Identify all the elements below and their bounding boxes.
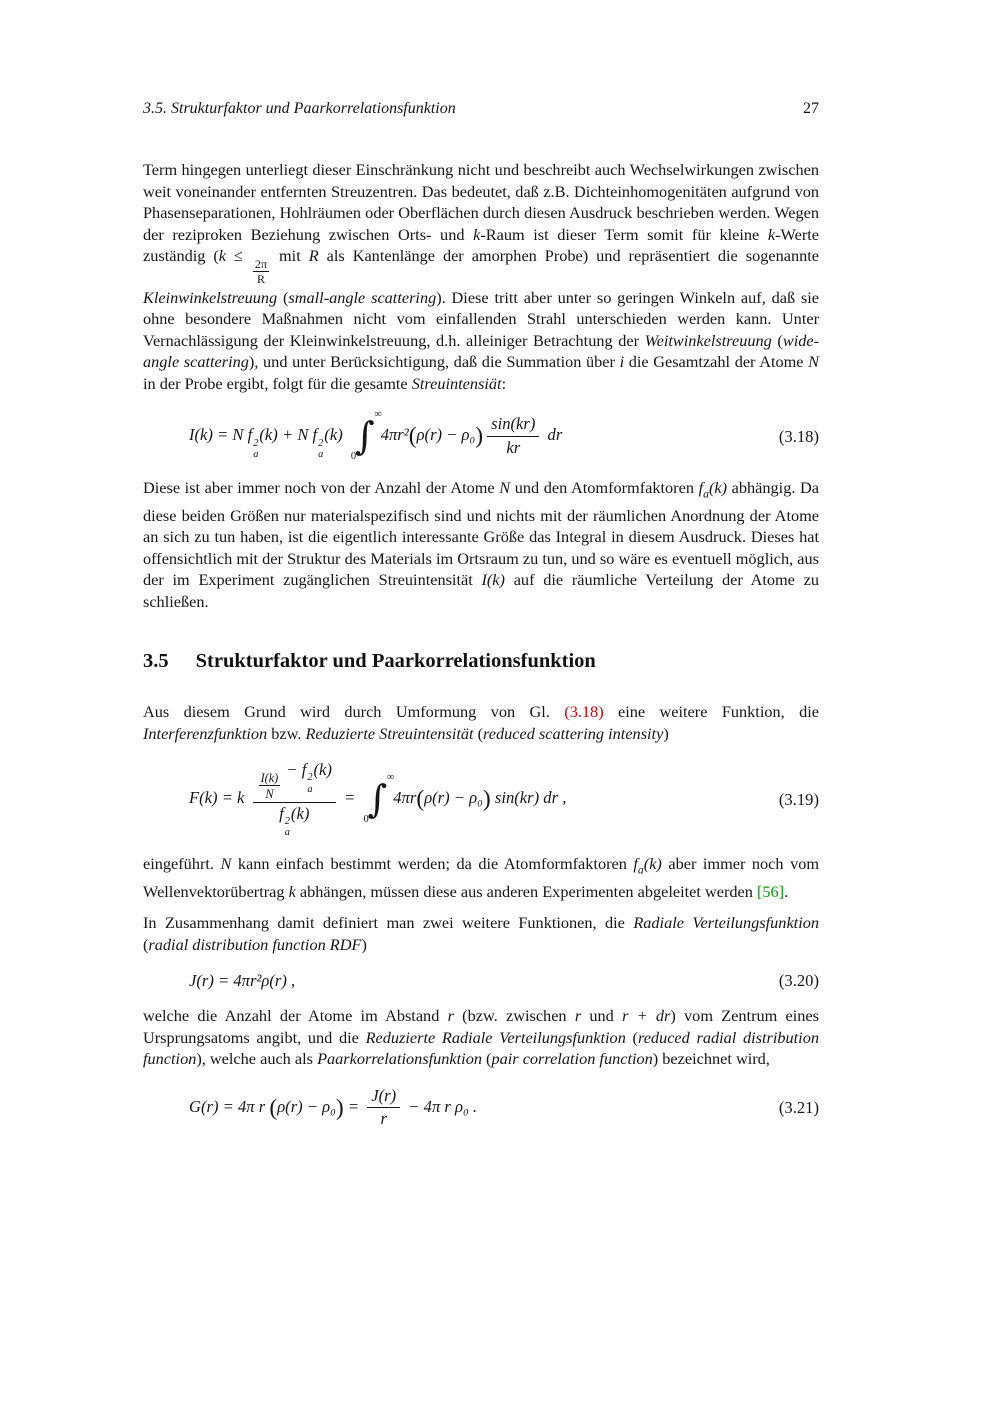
text-run: ( (625, 1027, 638, 1047)
integral-glyph: ∫ (354, 413, 375, 458)
subscript: a (284, 827, 290, 839)
math-run: − 4π r ρ₀ . (404, 1096, 478, 1116)
fraction-denominator: r (380, 1109, 387, 1129)
right-paren: ) (335, 1094, 344, 1121)
text-run: Paarkorrelationsfunktion (317, 1049, 482, 1069)
fraction-numerator: 2π (254, 256, 268, 271)
fraction-numerator: sin(kr) (487, 414, 539, 437)
text-run: In Zusammenhang damit definiert man zwei weitere Funktionen, die (143, 913, 634, 933)
running-head (143, 100, 819, 118)
text-run: Streuintensiät (411, 373, 502, 393)
text-run: kann einfach bestimmt werden; da die Atomformfaktoren (231, 853, 634, 873)
text-run: ( (143, 934, 149, 954)
text-run: f (633, 853, 638, 873)
math-run: 4πr (393, 788, 417, 808)
integral-symbol (363, 772, 395, 826)
text-run: Term hingegen unterliegt dieser Einschränkung nicht und beschreibt auch Wechselwirkungen zwischen weit voneinander entfernten Streuzentren. Das bedeutet, daß z.B. Dichteinhomogenitäten aufgrund von Phasenseparationen, Hohlräumen oder Oberflächen durch diesen Ausdruck beschrieben werden. Wegen der reziproken Beziehung zwischen Orts- und (143, 160, 819, 244)
text-run: wide-angle scattering (143, 330, 819, 372)
text-run: k (767, 224, 776, 244)
text-run: mit (271, 246, 309, 265)
paragraph-interferenzfunktion (143, 701, 819, 744)
superscript: 2 (284, 815, 290, 827)
integral-lower-limit: 0 (350, 451, 357, 463)
equation-number: (3.18) (778, 426, 819, 446)
text-run: ) vom Zentrum eines Ursprungsatoms angibt, und die (143, 1006, 819, 1047)
text-run: -Raum ist dieser Term somit für kleine (480, 224, 768, 244)
text-run: abhängen, müssen diese aus anderen Experimenten abgeleitet werden (295, 881, 757, 901)
left-paren: ( (408, 423, 417, 450)
equation-reference-link[interactable]: (3.18) (564, 702, 604, 722)
subscript: a (307, 783, 313, 795)
text-run: a (703, 487, 709, 501)
integral-upper-limit: ∞ (386, 772, 395, 784)
text-run: ( (473, 723, 484, 743)
math-run: J(r) = 4πr²ρ(r) , (189, 971, 296, 991)
text-run: Reduzierte Streuintensität (305, 723, 474, 743)
paragraph-rdf-intro (143, 912, 819, 955)
equation-number: (3.20) (778, 971, 819, 991)
section-heading (143, 650, 819, 673)
text-run: Aus diesem Grund wird durch Umformung von Gl. (143, 702, 565, 722)
math-run: (k) (313, 760, 332, 780)
text-run: : (501, 373, 507, 393)
text-run: ≤ (226, 246, 251, 265)
math-run: ρ(r) − ρ₀ (416, 425, 476, 445)
math-run: (k) (290, 803, 310, 823)
fraction-denominator: kr (506, 438, 521, 458)
inline-fraction (259, 771, 281, 801)
text-run: welche die Anzahl der Atome im Abstand (143, 1006, 448, 1026)
fraction-numerator: I(k) (260, 770, 279, 785)
page-number: 27 (803, 100, 819, 117)
superscript: 2 (253, 437, 259, 449)
text-run: k (288, 881, 296, 901)
text-run: ( (481, 1049, 492, 1069)
text-run: N (220, 853, 232, 873)
equation-number: (3.19) (778, 789, 819, 809)
equation-3-20 (143, 971, 819, 991)
citation-link[interactable]: [56] (756, 881, 785, 901)
text-run: Interferenzfunktion (143, 723, 268, 743)
math-run: 4πr² (380, 425, 409, 445)
text-run: als Kantenlänge der amorphen Probe) und repräsentiert die sogenannte (318, 246, 820, 265)
math-run: − f (282, 760, 307, 780)
text-run: f (698, 477, 704, 497)
text-run: radial distribution function RDF (148, 934, 362, 954)
integral-symbol (350, 409, 382, 463)
fraction (487, 414, 539, 458)
text-run: in der Probe ergibt, folgt für die gesamte (143, 373, 412, 393)
math-run: sin(kr) dr , (490, 788, 567, 808)
math-run: (k) (324, 425, 347, 445)
text-run: r (447, 1006, 454, 1026)
text-run: N (499, 477, 511, 497)
equation-3-21 (143, 1086, 819, 1130)
text-run: ), welche auch als (196, 1049, 318, 1069)
text-run: (k) (643, 853, 662, 873)
subscript: a (253, 449, 259, 461)
section-title: Strukturfaktor und Paarkorrelationsfunktion (195, 650, 596, 673)
integral-lower-limit: 0 (363, 814, 369, 826)
text-run: ). Diese tritt aber unter so geringen Winkeln auf, daß sie ohne besondere Maßnahmen nicht vom einfallenden Strahl unterschieden werden kann. Unter Vernachlässigung der Kleinwinkelstreuung, d.h. alleiniger Betrachtung der (143, 287, 820, 350)
text-run: ) bezeichnet wird, (652, 1049, 770, 1069)
text-run: -Werte zuständig ( (143, 224, 820, 265)
equation-3-18 (143, 410, 819, 463)
section-number: 3.5 (143, 650, 169, 673)
paragraph-eingefuehrt (143, 853, 819, 902)
math-run: (k) + N f (259, 425, 318, 445)
text-run: Diese ist aber immer noch von der Anzahl der Atome (143, 477, 500, 497)
math-run: = (339, 788, 360, 808)
equation-3-19 (143, 760, 819, 839)
fraction (367, 1086, 400, 1130)
text-run: k (218, 246, 227, 265)
sup-sub-stack (285, 816, 290, 839)
text-run: bzw. (267, 723, 306, 743)
left-paren: ( (269, 1094, 278, 1121)
text-run: (bzw. zwischen (453, 1006, 575, 1026)
text-run: ( (277, 287, 289, 307)
text-run: Kleinwinkelstreuung (143, 287, 278, 307)
equation-3-20-body (189, 971, 295, 991)
text-run: eingeführt. (143, 853, 221, 873)
math-run: ρ(r) − ρ₀ (424, 788, 483, 808)
sup-sub-stack (307, 772, 312, 795)
text-run: I(k) (481, 570, 505, 590)
math-run: G(r) = 4π r (189, 1096, 270, 1116)
math-run: I(k) = N f (189, 425, 253, 445)
text-run: reduced radial distribution function (143, 1027, 819, 1069)
text-run: Radiale Verteilungsfunktion (633, 913, 820, 933)
equation-3-19-body (189, 760, 566, 839)
superscript: 2 (307, 772, 313, 784)
fraction-denominator: R (256, 271, 265, 286)
subscript: a (318, 449, 324, 461)
running-head-title: 3.5. Strukturfaktor und Paarkorrelationsfunktion (143, 100, 456, 117)
text-run: r (574, 1006, 582, 1026)
integral-upper-limit: ∞ (374, 409, 382, 421)
fraction-denominator (253, 803, 336, 839)
sup-sub-stack (253, 438, 258, 461)
fraction-denominator: N (265, 786, 274, 801)
text-run: small-angle scattering (288, 287, 437, 307)
text-run: . (784, 881, 789, 901)
text-run: aber immer noch vom Wellenvektorübertrag (143, 853, 820, 901)
sup-sub-stack (318, 438, 323, 461)
right-paren: ) (475, 423, 484, 450)
math-run: dr (543, 425, 563, 445)
left-paren: ( (416, 786, 425, 813)
text-run: r + dr (622, 1006, 671, 1026)
paragraph-small-angle (143, 159, 819, 394)
integral-glyph: ∫ (367, 776, 388, 821)
text-run: reduced scattering intensity (483, 723, 664, 743)
paragraph-pair-correlation (143, 1005, 819, 1070)
text-run: ) (663, 723, 669, 743)
text-run: Reduzierte Radiale Verteilungsfunktion (365, 1027, 626, 1047)
text-run: ), und unter Berücksichtigung, daß die Summation über (248, 352, 620, 372)
text-run: a (637, 863, 644, 877)
text-run: und den Atomformfaktoren (510, 477, 699, 497)
superscript: 2 (318, 437, 324, 449)
text-run: auf die räumliche Verteilung der Atome zu schließen. (143, 570, 819, 611)
math-run: f (279, 803, 284, 823)
text-run: (k) (708, 477, 728, 497)
text-run: pair correlation function (491, 1049, 653, 1069)
text-run: N (808, 352, 820, 372)
text-run: ) (361, 934, 367, 954)
text-run: ( (771, 330, 783, 350)
right-paren: ) (482, 786, 491, 813)
inline-fraction (253, 258, 269, 287)
equation-3-18-body (189, 410, 562, 463)
text-run: Weitwinkelstreuung (644, 330, 772, 350)
text-run: k (473, 224, 481, 244)
fraction (253, 760, 336, 839)
text-run: eine weitere Funktion, die (603, 702, 819, 722)
fraction-numerator: J(r) (367, 1086, 400, 1109)
text-run: und (581, 1006, 623, 1026)
equation-number: (3.21) (778, 1097, 819, 1117)
paragraph-integral-discussion (143, 477, 819, 612)
math-run: ρ(r) − ρ₀ (277, 1096, 336, 1116)
text-run: R (308, 246, 319, 265)
text-run: abhängig. Da diese beiden Größen nur materialspezifisch sind und nichts mit der räumlichen Anordnung der Atome an sich zu tun haben, ist die eigentlich interessante Größe das Integral in diesem Ausdruck. Dieses hat offensichtlich mit der Struktur des Materials im Ortsraum zu tun, und so wäre es eventuell möglich, aus der im Experiment zugänglichen Streuintensität (143, 477, 819, 590)
math-run: F(k) = k (189, 788, 249, 808)
equation-3-21-body (189, 1086, 477, 1130)
text-run: die Gesamtzahl der Atome (624, 352, 809, 372)
text-run: i (619, 352, 625, 372)
math-run: = (343, 1096, 364, 1116)
fraction-numerator (253, 760, 336, 802)
